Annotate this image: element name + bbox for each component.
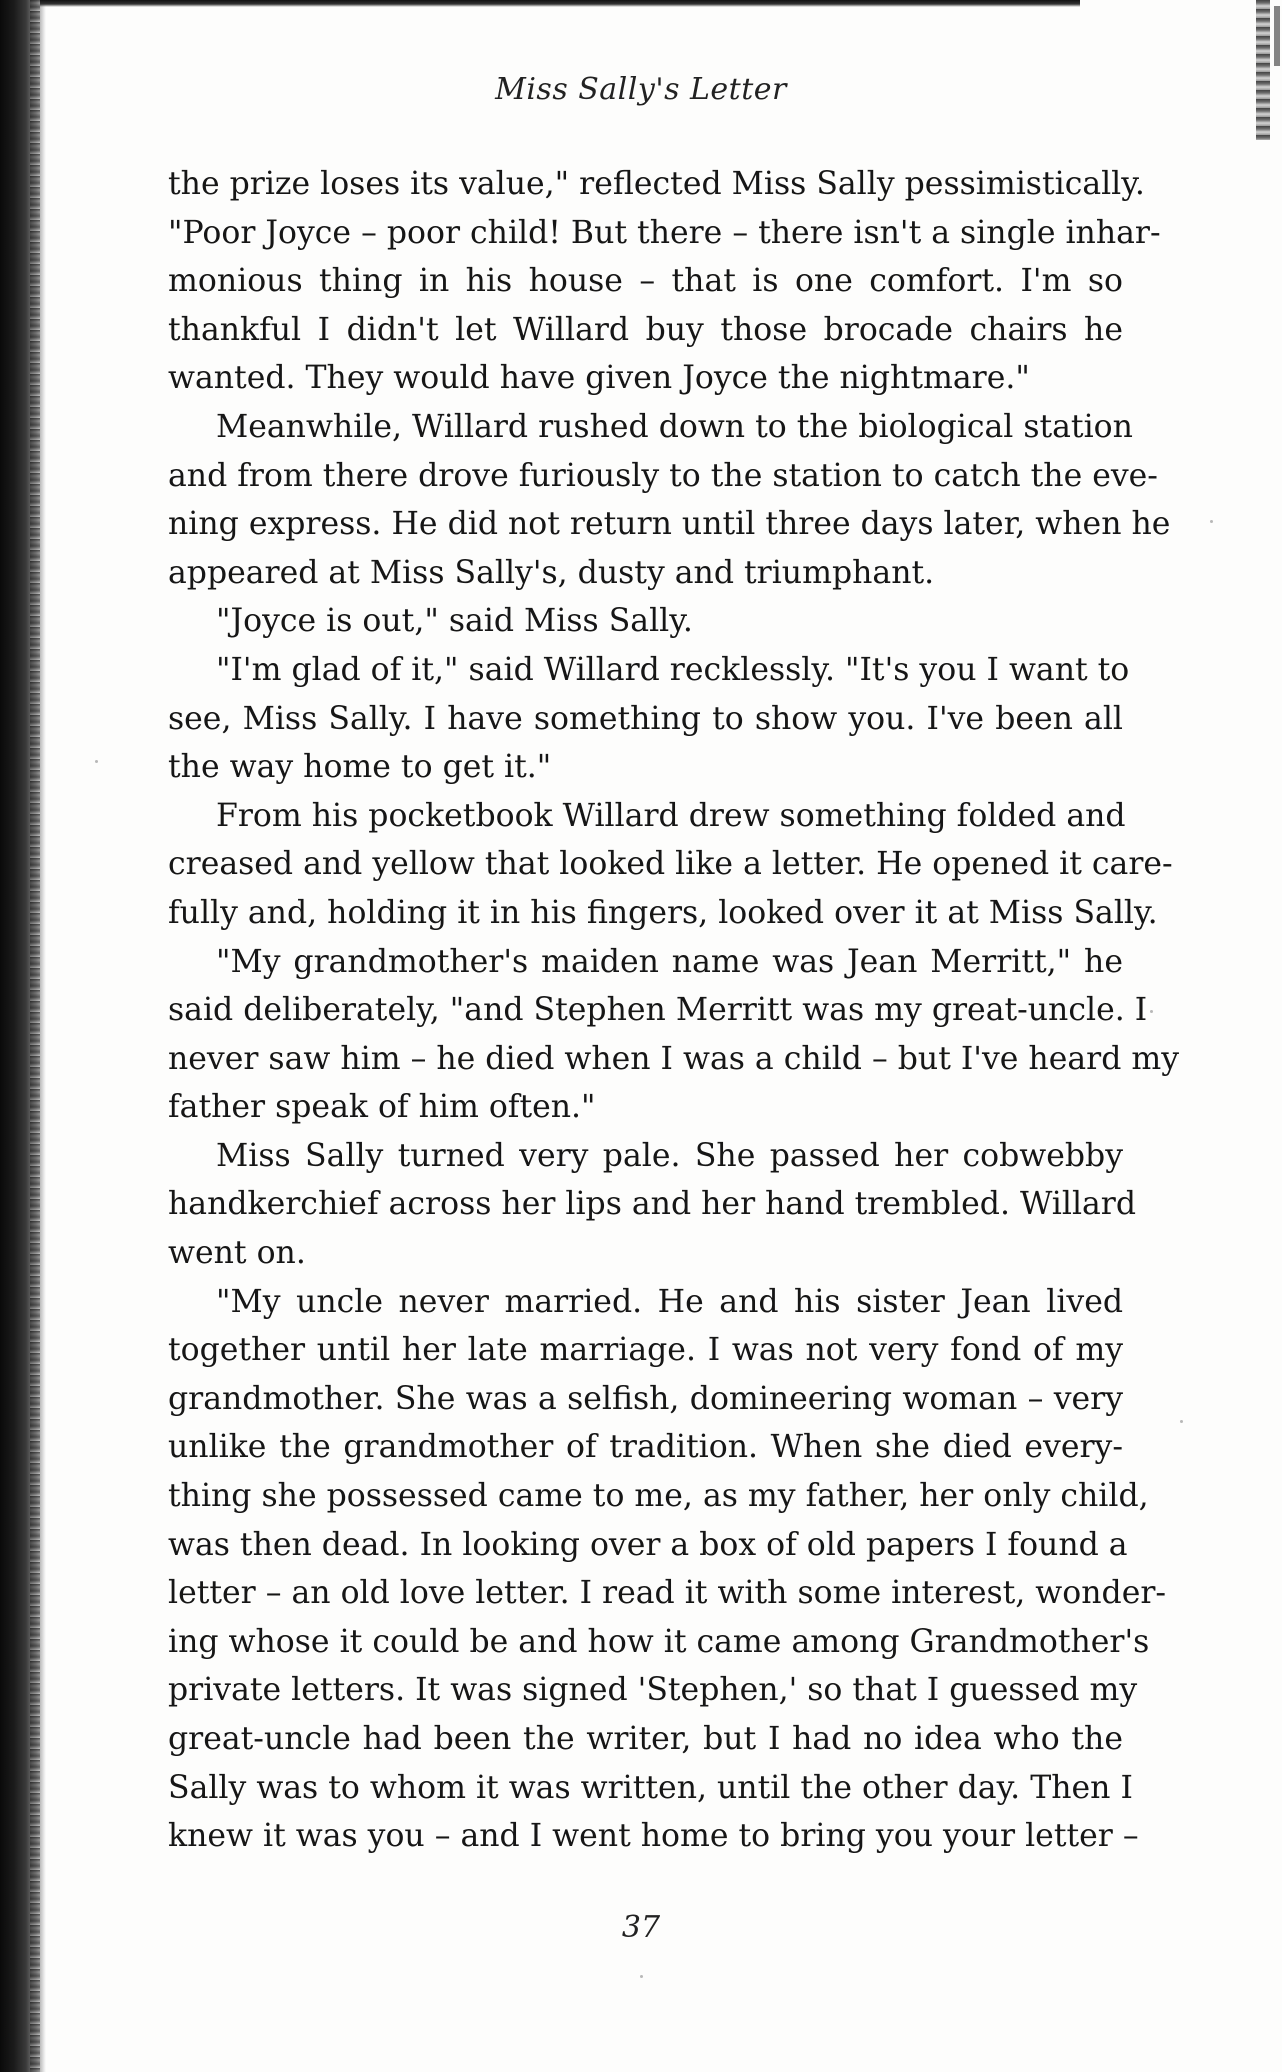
text-line: thing she possessed came to me, as my father, her only child, [168,1478,1149,1515]
text-line: and from there drove furiously to the station to catch the eve- [168,457,1158,494]
text-line: said deliberately, "and Stephen Merritt was my great-uncle. I [168,992,1148,1029]
text-line: grandmother. She was a selfish, domineering woman – very [168,1380,1123,1417]
text-line: "Poor Joyce – poor child! But there – there isn't a single inhar- [168,214,1161,251]
text-line: "My grandmother's maiden name was Jean Merritt," he [216,943,1123,980]
text-line: knew it was you – and I went home to bring you your letter – [168,1818,1139,1855]
text-line: "My uncle never married. He and his sister Jean lived [216,1283,1123,1320]
text-line: private letters. It was signed 'Stephen,' so that I guessed my [168,1672,1138,1709]
text-line: wanted. They would have given Joyce the nightmare." [168,360,1030,397]
text-line: ing whose it could be and how it came among Grandmother's [168,1623,1150,1660]
text-line: was then dead. In looking over a box of old papers I found a [168,1526,1128,1563]
body-text [168,160,1180,1861]
text-line: Meanwhile, Willard rushed down to the biological station [216,408,1133,445]
scan-speck [95,760,98,763]
text-line: great-uncle had been the writer, but I had no idea who the [168,1721,1123,1757]
running-head: Miss Sally's Letter [495,72,787,107]
text-line: Miss Sally turned very pale. She passed her cobwebby [216,1137,1123,1174]
text-line: handkerchief across her lips and her hand trembled. Willard [168,1186,1137,1223]
text-line: creased and yellow that looked like a letter. He opened it care- [168,846,1173,883]
scan-right-artifact [1274,6,1280,66]
text-line: went on. [168,1235,306,1272]
text-line: "Joyce is out," said Miss Sally. [216,603,693,640]
scan-speck [640,1975,643,1978]
text-line: letter – an old love letter. I read it with some interest, wonder- [168,1575,1167,1612]
text-line: ning express. He did not return until three days later, when he [168,506,1171,543]
page-number: 37 [621,1910,661,1945]
text-line: unlike the grandmother of tradition. When she died every- [168,1429,1123,1466]
text-line: never saw him – he died when I was a child – but I've heard my [168,1040,1180,1077]
text-line: together until her late marriage. I was not very fond of my [168,1332,1123,1369]
scan-right-artifact [1256,0,1270,140]
text-line: fully and, holding it in his fingers, looked over it at Miss Sally. [168,894,1158,931]
binding-edge [30,0,40,2072]
text-line: appeared at Miss Sally's, dusty and triumphant. [168,554,935,591]
scan-top-edge [40,0,1080,7]
text-line: thankful I didn't let Willard buy those brocade chairs he [168,311,1123,348]
text-line: Sally was to whom it was written, until the other day. Then I [168,1769,1133,1806]
text-line: monious thing in his house – that is one comfort. I'm so [168,263,1123,300]
scan-speck [1180,1420,1183,1423]
text-line: the way home to get it." [168,749,552,786]
text-line: the prize loses its value," reflected Miss Sally pessimistically. [168,166,1145,202]
text-line: "I'm glad of it," said Willard recklessly. "It's you I want to [216,651,1130,688]
scan-speck [1150,1010,1153,1013]
text-line: father speak of him often." [168,1089,596,1126]
scan-speck [1210,520,1213,523]
text-line: From his pocketbook Willard drew something folded and [216,797,1126,834]
text-line: see, Miss Sally. I have something to show you. I've been all [168,700,1123,737]
